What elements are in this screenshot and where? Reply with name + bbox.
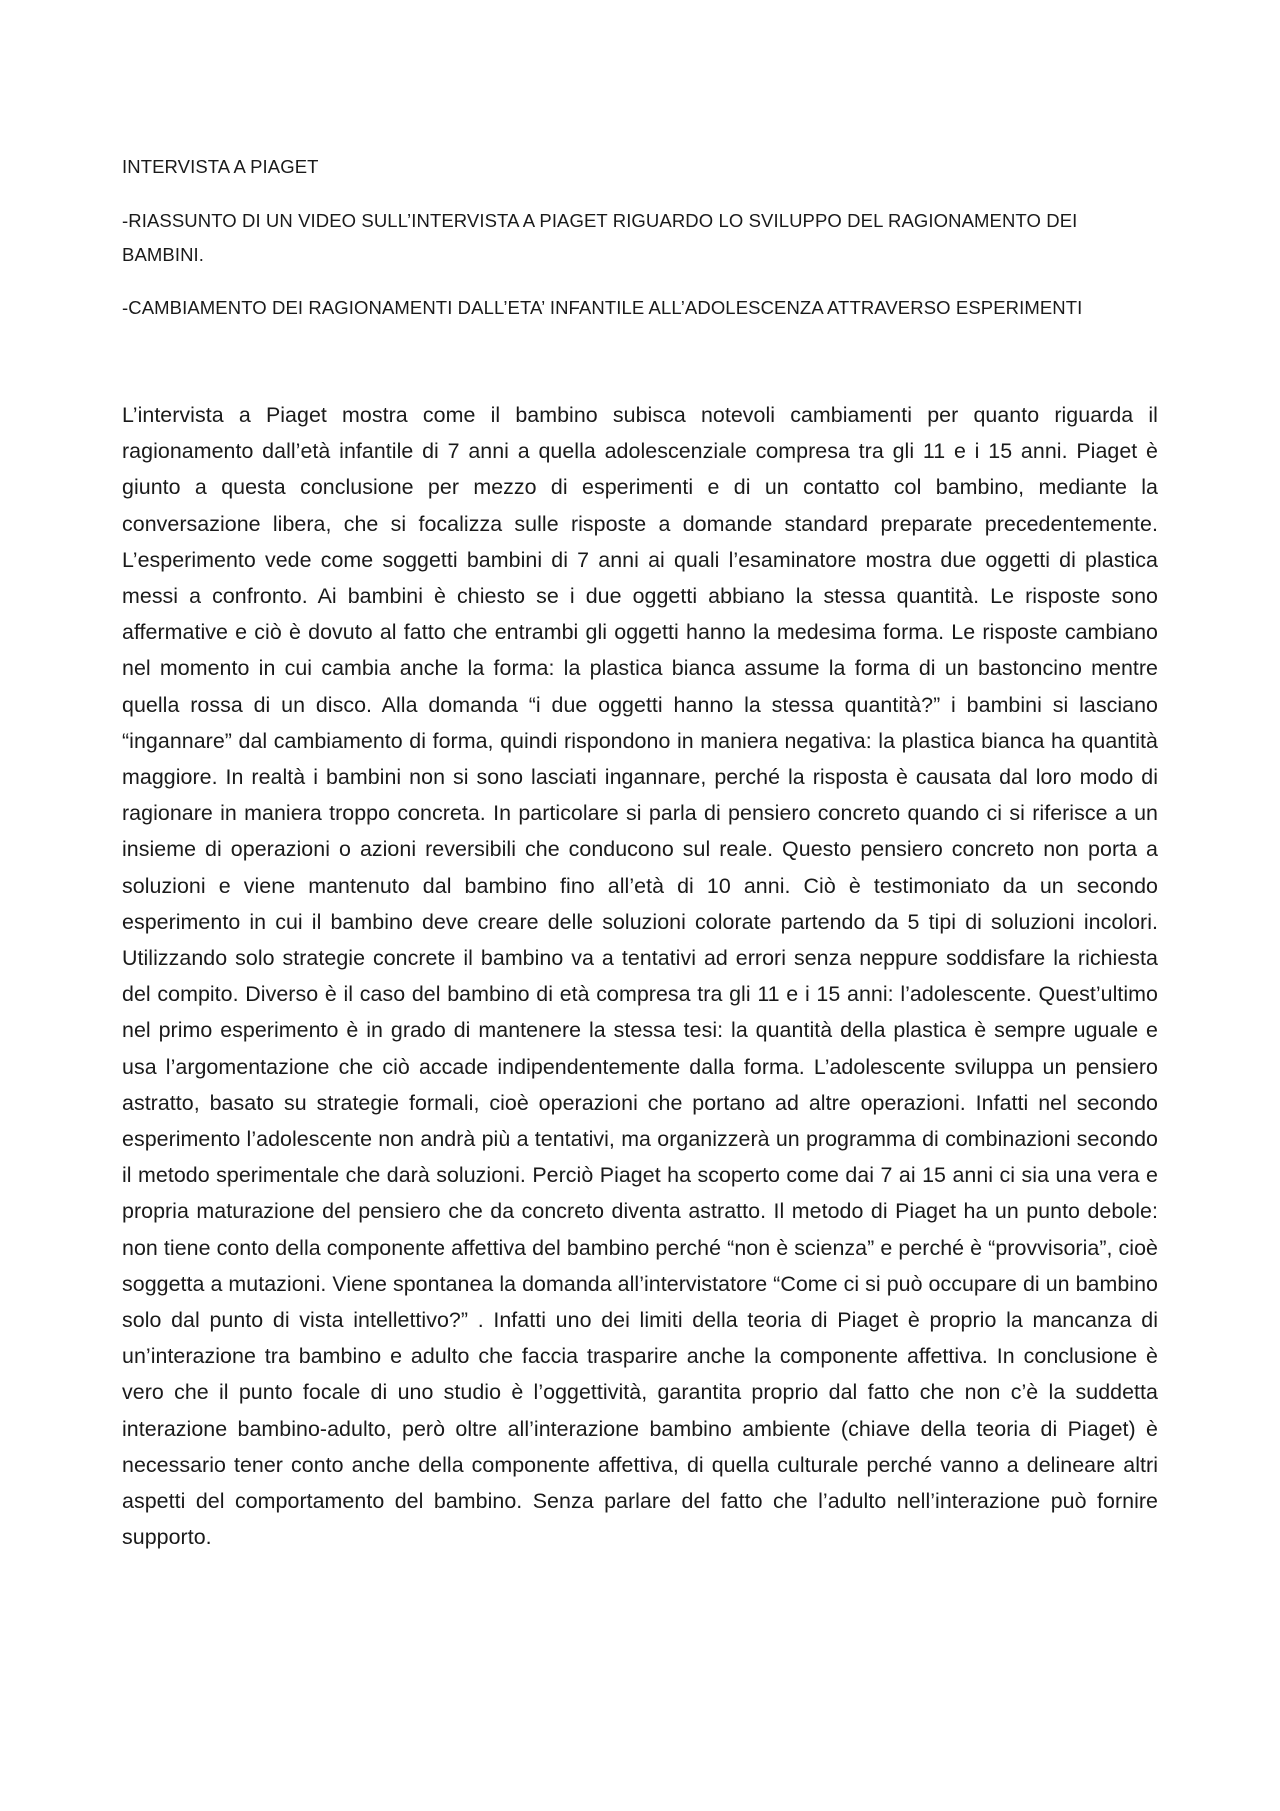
document-body-paragraph: L’intervista a Piaget mostra come il bambino subisca notevoli cambiamenti per quanto riguarda il ragionamento dall’età infantile di 7 anni a quella adolescenziale compresa tra gli 11 e i 15 anni. Piaget è giunto a questa conclusione per mezzo di esperimenti e di un contatto col bambino, mediante la conversazione libera, che si focalizza sulle risposte a domande standard preparate precedentemente. L’esperimento vede come soggetti bambini di 7 anni ai quali l’esaminatore mostra due oggetti di plastica messi a confronto. Ai bambini è chiesto se i due oggetti abbiano la stessa quantità. Le risposte sono affermative e ciò è dovuto al fatto che entrambi gli oggetti hanno la medesima forma. Le risposte cambiano nel momento in cui cambia anche la forma: la plastica bianca assume la forma di un bastoncino mentre quella rossa di un disco. Alla domanda “i due oggetti hanno la stessa quantità?” i bambini si lasciano “ingannare” dal cambiamento di forma, quindi rispondono in maniera negativa: la plastica bianca ha quantità maggiore. In realtà i bambini non si sono lasciati ingannare, perché la risposta è causata dal loro modo di ragionare in maniera troppo concreta. In particolare si parla di pensiero concreto quando ci si riferisce a un insieme di operazioni o azioni reversibili che conducono sul reale. Questo pensiero concreto non porta a soluzioni e viene mantenuto dal bambino fino all’età di 10 anni. Ciò è testimoniato da un secondo esperimento in cui il bambino deve creare delle soluzioni colorate partendo da 5 tipi di soluzioni incolori. Utilizzando solo strategie concrete il bambino va a tentativi ad errori senza neppure soddisfare la richiesta del compito. Diverso è il caso del bambino di età compresa tra gli 11 e i 15 anni: l’adolescente. Quest’ultimo nel primo esperimento è in grado di mantenere la stessa tesi: la quantità della plastica è sempre uguale e usa l’argomentazione che ciò accade indipendentemente dalla forma. L’adolescente sviluppa un pensiero astratto, basato su strategie formali, cioè operazioni che portano ad altre operazioni. Infatti nel secondo esperimento l’adolescente non andrà più a tentativi, ma organizzerà un programma di combinazioni secondo il metodo sperimentale che darà soluzioni. Perciò Piaget ha scoperto come dai 7 ai 15 anni ci sia una vera e propria maturazione del pensiero che da concreto diventa astratto. Il metodo di Piaget ha un punto debole: non tiene conto della componente affettiva del bambino perché “non è scienza” e perché è “provvisoria”, cioè soggetta a mutazioni. Viene spontanea la domanda all’intervistatore “Come ci si può occupare di un bambino solo dal punto di vista intellettivo?” . Infatti uno dei limiti della teoria di Piaget è proprio la mancanza di un’interazione tra bambino e adulto che faccia trasparire anche la componente affettiva. In conclusione è vero che il punto focale di uno studio è l’oggettività, garantita proprio dal fatto che non c’è la suddetta interazione bambino-adulto, però oltre all’interazione bambino ambiente (chiave della teoria di Piaget) è necessario tener conto anche della componente affettiva, di quella culturale perché vanno a delineare altri aspetti del comportamento del bambino. Senza parlare del fatto che l’adulto nell’interazione può fornire supporto. (122, 403, 1158, 1550)
document-subtitle-topic: -CAMBIAMENTO DEI RAGIONAMENTI DALL’ETA’ INFANTILE ALL’ADOLESCENZA ATTRAVERSO ESPERIMENTI (122, 297, 1083, 318)
document-title: INTERVISTA A PIAGET (122, 156, 319, 177)
document-subtitle-summary: -RIASSUNTO DI UN VIDEO SULL’INTERVISTA A PIAGET RIGUARDO LO SVILUPPO DEL RAGIONAMENTO DEI BAMBINI. (122, 210, 1078, 265)
